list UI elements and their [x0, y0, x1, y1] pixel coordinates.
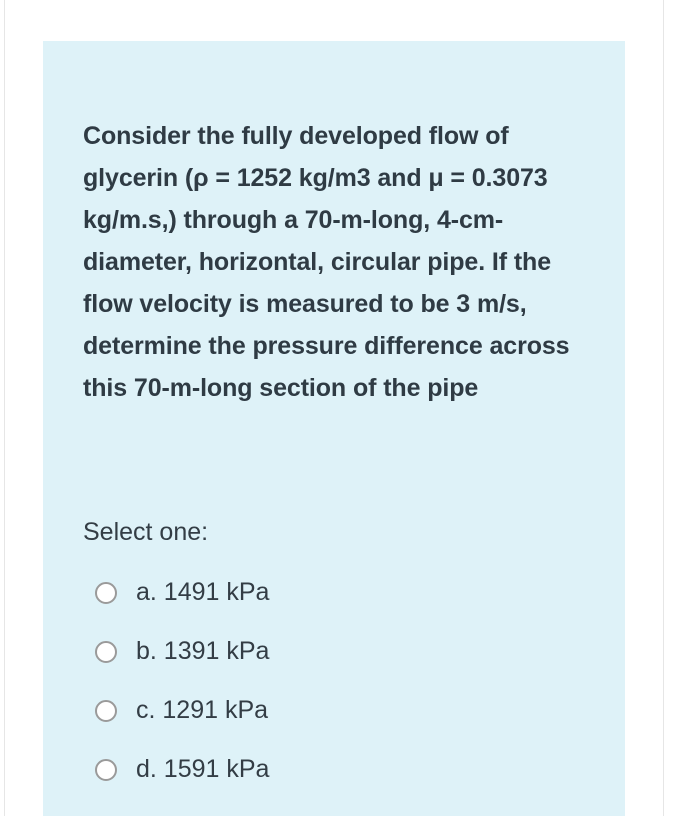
option-b[interactable]: [95, 622, 597, 681]
radio-button-b[interactable]: [95, 641, 117, 663]
option-a-label[interactable]: a. 1491 kPa: [136, 578, 270, 606]
radio-button-c[interactable]: [95, 700, 117, 722]
option-c-label[interactable]: c. 1291 kPa: [136, 696, 269, 724]
select-one-prompt: Select one:: [83, 518, 209, 546]
option-c[interactable]: [95, 681, 597, 740]
radio-button-a[interactable]: [95, 582, 117, 604]
option-a[interactable]: [95, 563, 597, 622]
answer-options: [83, 563, 597, 799]
question-card: [43, 41, 625, 816]
question-text: Consider the fully developed flow of glycerin (ρ = 1252 kg/m3 and μ = 0.3073 kg/m.s,) through a 70-m-long, 4-cm-diameter, horizontal, circular pipe. If the flow velocity is measured to be 3 m/s, determine the pressure difference across this 70-m-long section of the pipe: [83, 122, 570, 402]
option-b-label[interactable]: b. 1391 kPa: [136, 637, 270, 665]
radio-button-d[interactable]: [95, 759, 117, 781]
option-d[interactable]: [95, 740, 597, 799]
option-d-label[interactable]: d. 1591 kPa: [136, 755, 270, 783]
